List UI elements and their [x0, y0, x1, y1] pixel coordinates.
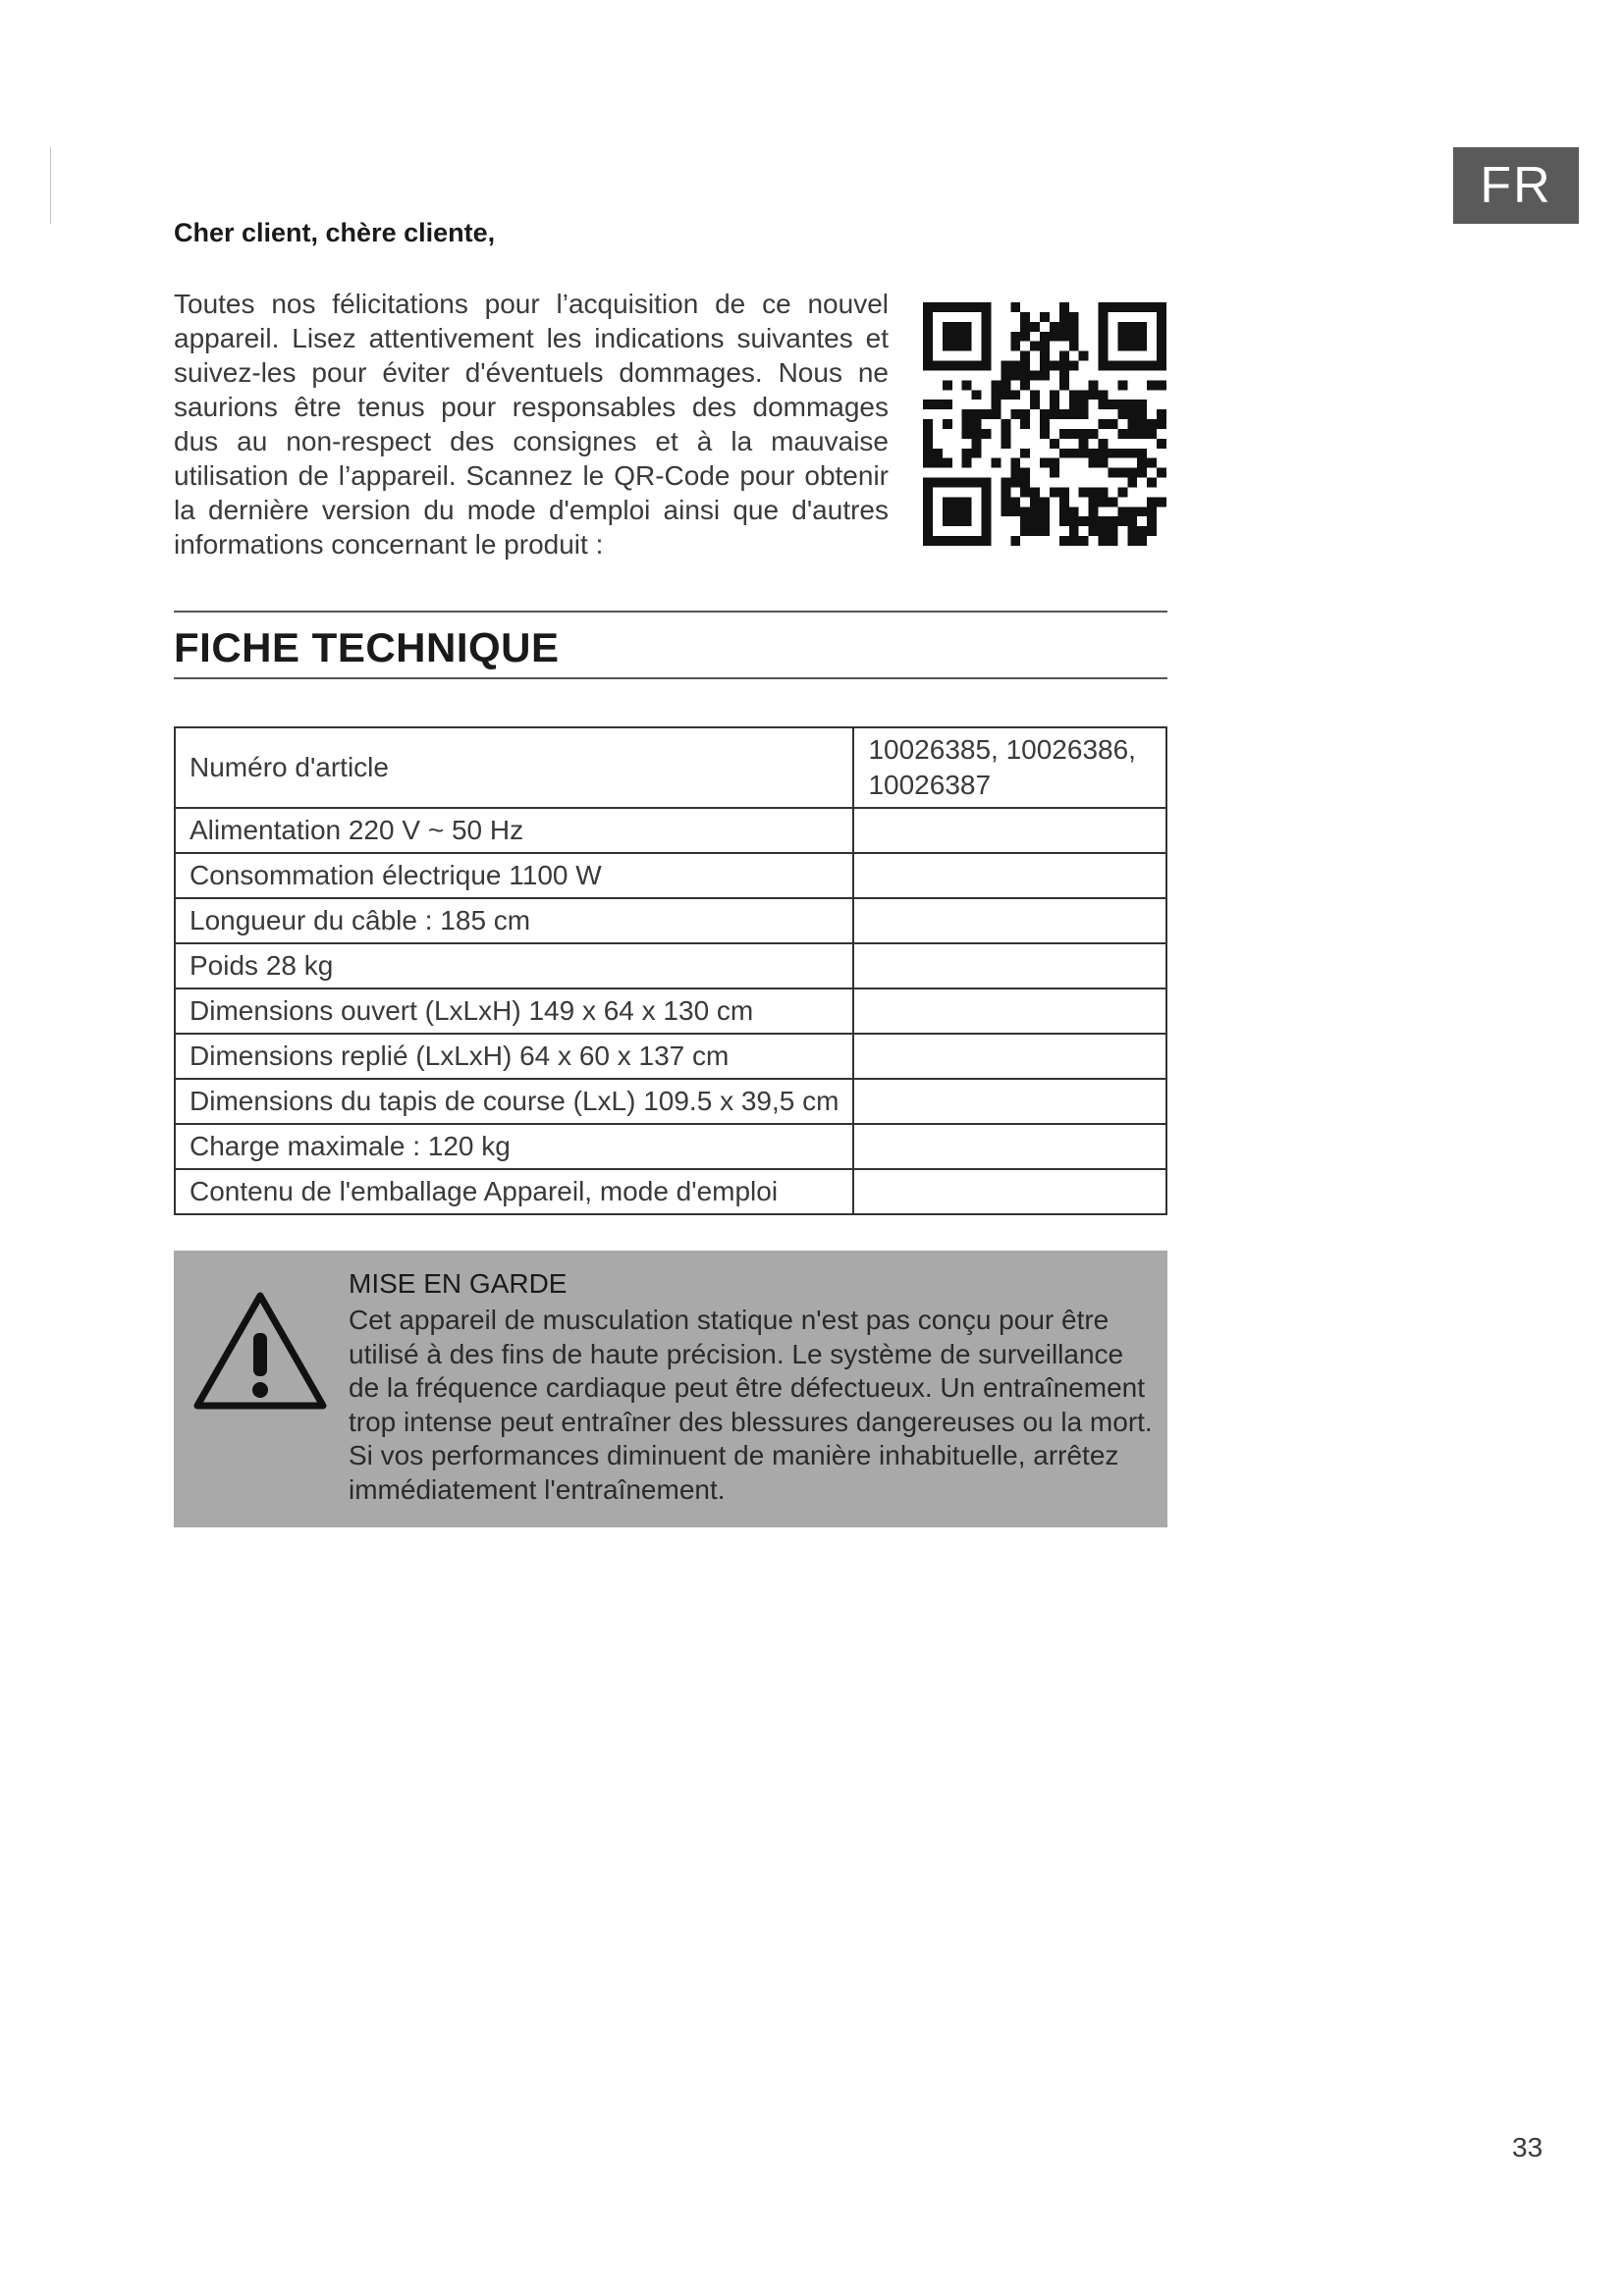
- spec-label: Dimensions replié (LxLxH) 64 x 60 x 137 cm: [175, 1034, 853, 1079]
- spec-label: Charge maximale : 120 kg: [175, 1124, 853, 1169]
- spec-label: Dimensions ouvert (LxLxH) 149 x 64 x 130 cm: [175, 988, 853, 1034]
- table-row: [175, 727, 1166, 808]
- spec-label: Numéro d'article: [175, 727, 853, 808]
- spec-value: [853, 943, 1166, 988]
- section-title: FICHE TECHNIQUE: [174, 624, 560, 670]
- spec-value: [853, 1079, 1166, 1124]
- section-rule-top: [174, 611, 1167, 613]
- warning-box: [174, 1251, 1167, 1527]
- section-rule-bottom: [174, 677, 1167, 679]
- warning-text: Cet appareil de musculation statique n'est pas conçu pour être utilisé à des fins de haute précision. Le système de surveillance de la fréquence cardiaque peut être défectueux. Un entraînement trop intense peut entraîner des blessures dangereuses ou la mort. Si vos performances diminuent de manière inhabituelle, arrêtez immédiatement l'entraînement.: [349, 1305, 1153, 1505]
- table-row: [175, 1034, 1166, 1079]
- table-row: [175, 943, 1166, 988]
- spec-value: 10026385, 10026386, 10026387: [853, 727, 1166, 808]
- intro-paragraph: Toutes nos félicitations pour l’acquisition de ce nouvel appareil. Lisez attentivement les indications suivantes et suivez-les pour éviter d'éventuels dommages. Nous ne saurions être tenus pour responsables des dommages dus au non-respect des consignes et à la mauvaise utilisation de l’appareil. Scannez le QR-Code pour obtenir la dernière version du mode d'emploi ainsi que d'autres informations concernant le produit :: [174, 289, 889, 560]
- table-row: [175, 853, 1166, 898]
- language-tab: FR: [1453, 147, 1579, 224]
- spec-value: [853, 898, 1166, 943]
- spec-label: Alimentation 220 V ~ 50 Hz: [175, 808, 853, 853]
- qr-code: [923, 302, 1166, 546]
- warning-title: MISE EN GARDE: [349, 1268, 568, 1299]
- spec-value: [853, 1169, 1166, 1214]
- specs-table: [174, 726, 1167, 1215]
- spec-value: [853, 1034, 1166, 1079]
- table-row: [175, 1169, 1166, 1214]
- spec-value: [853, 1124, 1166, 1169]
- spec-value: [853, 808, 1166, 853]
- table-row: [175, 1079, 1166, 1124]
- page-number: 33: [1512, 2132, 1543, 2163]
- margin-line: [50, 147, 51, 224]
- spec-label: Poids 28 kg: [175, 943, 853, 988]
- spec-label: Dimensions du tapis de course (LxL) 109.5 x 39,5 cm: [175, 1079, 853, 1124]
- table-row: [175, 1124, 1166, 1169]
- greeting: Cher client, chère cliente,: [174, 218, 496, 247]
- table-row: [175, 988, 1166, 1034]
- spec-label: Longueur du câble : 185 cm: [175, 898, 853, 943]
- spec-value: [853, 853, 1166, 898]
- spec-value: [853, 988, 1166, 1034]
- table-row: [175, 898, 1166, 943]
- spec-label: Consommation électrique 1100 W: [175, 853, 853, 898]
- spec-label: Contenu de l'emballage Appareil, mode d'emploi: [175, 1169, 853, 1214]
- table-row: [175, 808, 1166, 853]
- warning-triangle-icon: [191, 1290, 329, 1414]
